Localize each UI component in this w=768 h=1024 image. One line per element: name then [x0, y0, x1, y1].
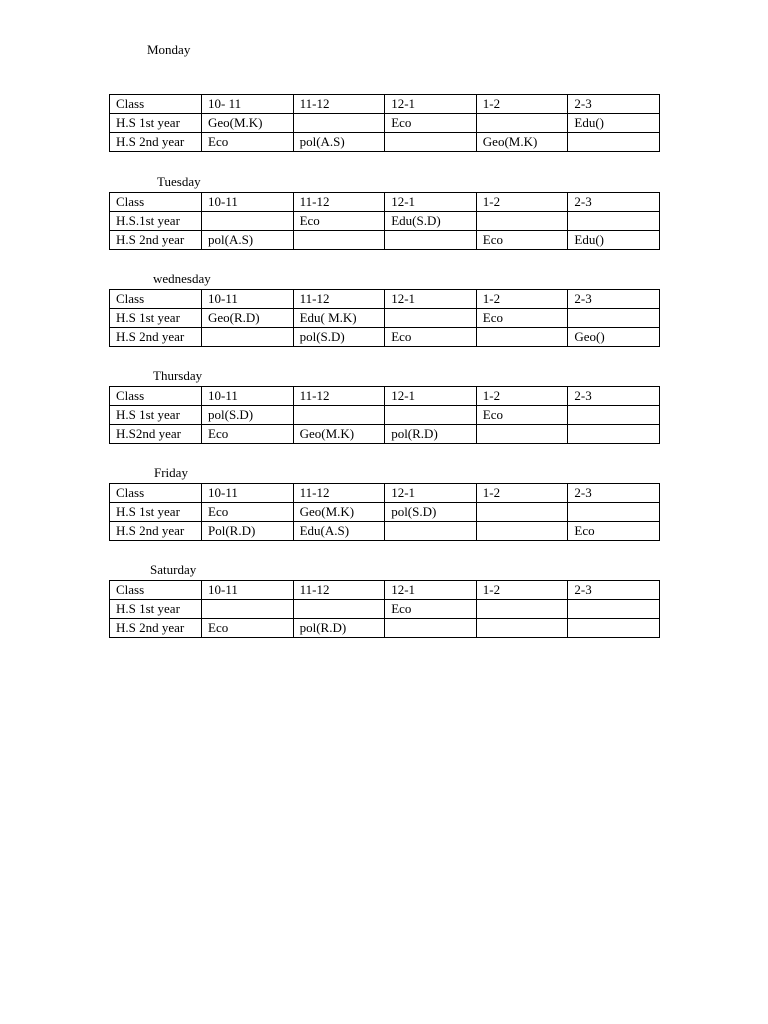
- header-cell-slot: 2-3: [568, 484, 660, 503]
- header-cell-slot: 11-12: [293, 290, 385, 309]
- subject-cell: Eco: [385, 328, 477, 347]
- subject-cell: Edu(): [568, 114, 660, 133]
- class-name-cell: H.S 1st year: [110, 406, 202, 425]
- subject-cell: pol(R.D): [293, 619, 385, 638]
- header-cell-slot: 10-11: [202, 387, 294, 406]
- header-cell-slot: 10-11: [202, 484, 294, 503]
- subject-cell: Eco: [202, 133, 294, 152]
- header-cell-slot: 12-1: [385, 95, 477, 114]
- header-cell-slot: 12-1: [385, 387, 477, 406]
- subject-cell: pol(S.D): [202, 406, 294, 425]
- subject-cell: [293, 231, 385, 250]
- subject-cell: [476, 503, 568, 522]
- header-cell-class: Class: [110, 484, 202, 503]
- subject-cell: [385, 522, 477, 541]
- table-row: [110, 231, 660, 250]
- subject-cell: pol(S.D): [293, 328, 385, 347]
- subject-cell: [568, 406, 660, 425]
- header-cell-class: Class: [110, 387, 202, 406]
- subject-cell: [568, 309, 660, 328]
- header-cell-slot: 2-3: [568, 193, 660, 212]
- subject-cell: [568, 600, 660, 619]
- header-row: [110, 290, 660, 309]
- header-cell-slot: 12-1: [385, 193, 477, 212]
- table-row: [110, 212, 660, 231]
- header-cell-slot: 1-2: [476, 95, 568, 114]
- subject-cell: pol(R.D): [385, 425, 477, 444]
- subject-cell: Eco: [385, 114, 477, 133]
- subject-cell: pol(S.D): [385, 503, 477, 522]
- header-cell-slot: 2-3: [568, 290, 660, 309]
- table-row: [110, 425, 660, 444]
- header-cell-slot: 10-11: [202, 290, 294, 309]
- header-cell-slot: 1-2: [476, 484, 568, 503]
- header-cell-slot: 11-12: [293, 193, 385, 212]
- header-cell-slot: 1-2: [476, 387, 568, 406]
- subject-cell: Eco: [385, 600, 477, 619]
- header-row: [110, 193, 660, 212]
- table-row: [110, 406, 660, 425]
- day-table: [109, 289, 660, 347]
- subject-cell: Eco: [476, 231, 568, 250]
- header-cell-slot: 1-2: [476, 193, 568, 212]
- subject-cell: Eco: [476, 406, 568, 425]
- subject-cell: [476, 212, 568, 231]
- header-row: [110, 484, 660, 503]
- header-cell-slot: 11-12: [293, 387, 385, 406]
- header-cell-slot: 12-1: [385, 581, 477, 600]
- subject-cell: [568, 425, 660, 444]
- subject-cell: [568, 212, 660, 231]
- header-cell-slot: 1-2: [476, 581, 568, 600]
- class-name-cell: H.S 1st year: [110, 114, 202, 133]
- subject-cell: [568, 619, 660, 638]
- class-name-cell: H.S 2nd year: [110, 328, 202, 347]
- subject-cell: Edu(A.S): [293, 522, 385, 541]
- day-table: [109, 483, 660, 541]
- header-row: [110, 581, 660, 600]
- subject-cell: [385, 406, 477, 425]
- header-cell-slot: 10- 11: [202, 95, 294, 114]
- header-cell-slot: 12-1: [385, 290, 477, 309]
- header-cell-slot: 11-12: [293, 581, 385, 600]
- subject-cell: Geo(M.K): [293, 503, 385, 522]
- class-name-cell: H.S2nd year: [110, 425, 202, 444]
- day-title: Monday: [147, 42, 191, 57]
- header-cell-class: Class: [110, 290, 202, 309]
- subject-cell: Pol(R.D): [202, 522, 294, 541]
- table-row: [110, 503, 660, 522]
- class-name-cell: H.S 2nd year: [110, 133, 202, 152]
- subject-cell: Eco: [293, 212, 385, 231]
- subject-cell: [293, 600, 385, 619]
- subject-cell: [202, 328, 294, 347]
- table-row: [110, 522, 660, 541]
- subject-cell: [385, 309, 477, 328]
- header-cell-slot: 10-11: [202, 581, 294, 600]
- subject-cell: Eco: [202, 503, 294, 522]
- table-row: [110, 114, 660, 133]
- subject-cell: Eco: [202, 619, 294, 638]
- subject-cell: Eco: [476, 309, 568, 328]
- class-name-cell: H.S 2nd year: [110, 231, 202, 250]
- subject-cell: [476, 522, 568, 541]
- class-name-cell: H.S 2nd year: [110, 619, 202, 638]
- subject-cell: [476, 114, 568, 133]
- header-cell-slot: 2-3: [568, 581, 660, 600]
- day-title: Friday: [154, 465, 188, 480]
- header-row: [110, 387, 660, 406]
- subject-cell: pol(A.S): [202, 231, 294, 250]
- header-cell-class: Class: [110, 193, 202, 212]
- subject-cell: Geo(M.K): [293, 425, 385, 444]
- subject-cell: [385, 619, 477, 638]
- subject-cell: Eco: [202, 425, 294, 444]
- subject-cell: [476, 425, 568, 444]
- subject-cell: [568, 503, 660, 522]
- day-table: [109, 386, 660, 444]
- subject-cell: Geo(M.K): [476, 133, 568, 152]
- header-cell-slot: 2-3: [568, 387, 660, 406]
- day-title: Tuesday: [157, 174, 201, 189]
- header-row: [110, 95, 660, 114]
- day-title: Saturday: [150, 562, 197, 577]
- subject-cell: Edu(): [568, 231, 660, 250]
- day-title: wednesday: [153, 271, 211, 286]
- subject-cell: Geo(M.K): [202, 114, 294, 133]
- subject-cell: Geo(): [568, 328, 660, 347]
- subject-cell: [293, 406, 385, 425]
- subject-cell: Eco: [568, 522, 660, 541]
- header-cell-slot: 11-12: [293, 95, 385, 114]
- subject-cell: [476, 328, 568, 347]
- class-name-cell: H.S 1st year: [110, 600, 202, 619]
- subject-cell: [293, 114, 385, 133]
- table-row: [110, 600, 660, 619]
- header-cell-class: Class: [110, 581, 202, 600]
- header-cell-slot: 2-3: [568, 95, 660, 114]
- subject-cell: [568, 133, 660, 152]
- subject-cell: [476, 619, 568, 638]
- day-title: Thursday: [153, 368, 203, 383]
- subject-cell: Edu( M.K): [293, 309, 385, 328]
- class-name-cell: H.S 1st year: [110, 503, 202, 522]
- table-row: [110, 133, 660, 152]
- day-table: [109, 192, 660, 250]
- subject-cell: [385, 133, 477, 152]
- subject-cell: pol(A.S): [293, 133, 385, 152]
- day-table: [109, 94, 660, 152]
- day-table: [109, 580, 660, 638]
- class-name-cell: H.S 1st year: [110, 309, 202, 328]
- header-cell-slot: 11-12: [293, 484, 385, 503]
- subject-cell: [202, 600, 294, 619]
- class-name-cell: H.S.1st year: [110, 212, 202, 231]
- subject-cell: Edu(S.D): [385, 212, 477, 231]
- header-cell-class: Class: [110, 95, 202, 114]
- table-row: [110, 309, 660, 328]
- table-row: [110, 328, 660, 347]
- header-cell-slot: 1-2: [476, 290, 568, 309]
- subject-cell: Geo(R.D): [202, 309, 294, 328]
- subject-cell: [476, 600, 568, 619]
- table-row: [110, 619, 660, 638]
- subject-cell: [385, 231, 477, 250]
- subject-cell: [202, 212, 294, 231]
- header-cell-slot: 10-11: [202, 193, 294, 212]
- header-cell-slot: 12-1: [385, 484, 477, 503]
- class-name-cell: H.S 2nd year: [110, 522, 202, 541]
